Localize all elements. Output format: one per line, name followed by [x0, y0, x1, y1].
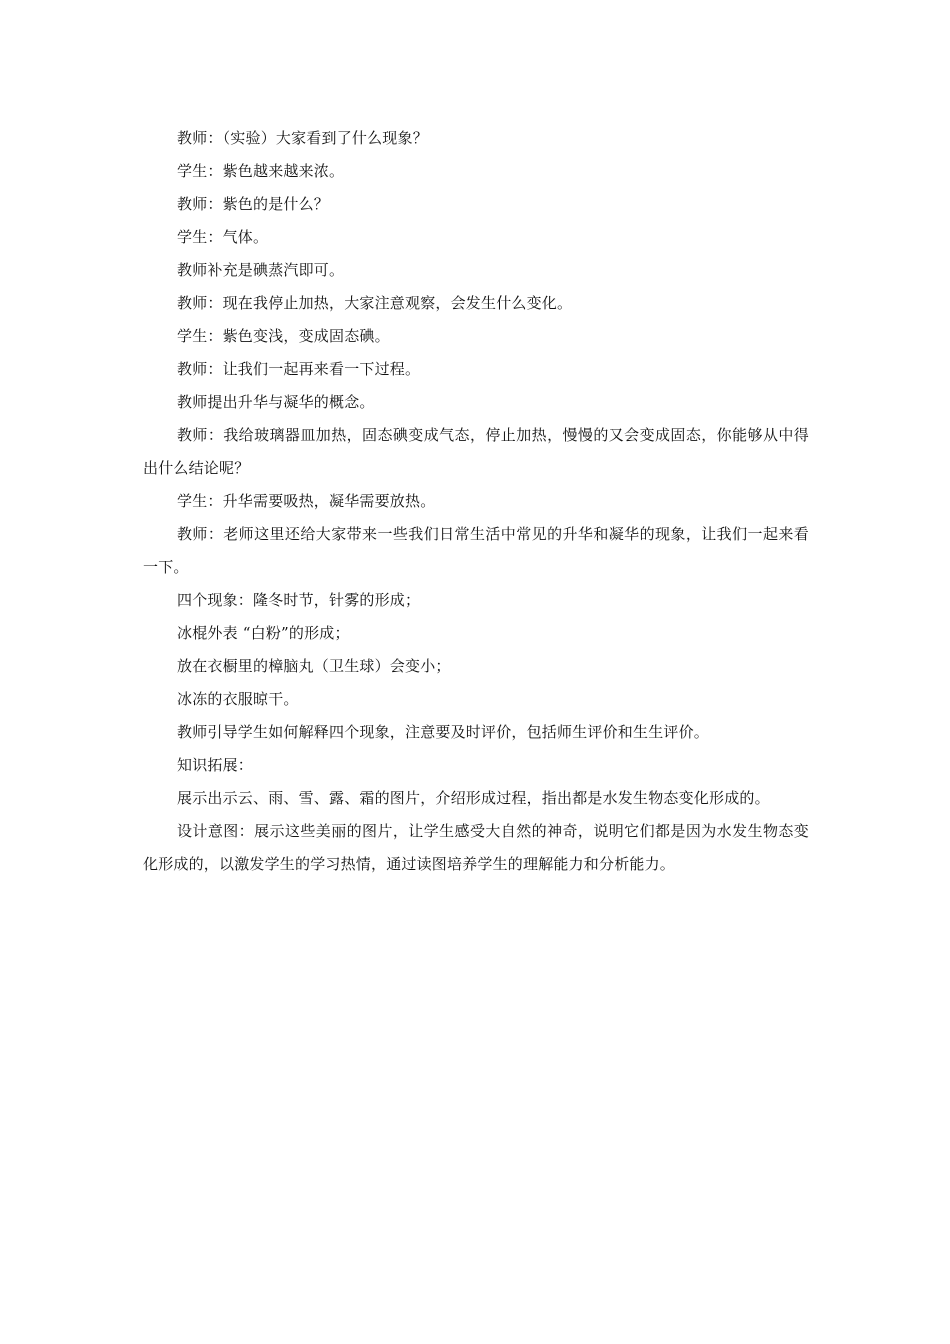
- paragraph: 放在衣橱里的樟脑丸（卫生球）会变小；: [177, 657, 451, 675]
- paragraph: 设计意图：展示这些美丽的图片，让学生感受大自然的神奇，说明它们都是因为水发生物态变化形成的，以激发学生的学习热情，通过读图培养学生的理解能力和分析能力。: [143, 822, 809, 873]
- paragraph: 教师：老师这里还给大家带来一些我们日常生活中常见的升华和凝华的现象，让我们一起来看一下。: [143, 525, 809, 576]
- paragraph: 知识拓展：: [177, 756, 254, 774]
- paragraph: 教师提出升华与凝华的概念。: [177, 393, 375, 411]
- paragraph: 教师：（实验）大家看到了什么现象？: [177, 129, 428, 147]
- paragraph: 教师：紫色的是什么？: [177, 195, 330, 213]
- paragraph: 教师：让我们一起再来看一下过程。: [177, 360, 421, 378]
- paragraph: 展示出示云、雨、雪、露、霜的图片，介绍形成过程，指出都是水发生物态变化形成的。: [177, 789, 770, 807]
- paragraph: 学生：紫色变浅，变成固态碘。: [177, 327, 390, 345]
- paragraph: 学生：气体。: [177, 228, 269, 246]
- paragraph: 冰棍外表 “白粉”的形成；: [177, 624, 350, 642]
- paragraph: 学生：紫色越来越来浓。: [177, 162, 345, 180]
- paragraph: 四个现象：隆冬时节，针雾的形成；: [177, 591, 421, 609]
- paragraph: 教师：我给玻璃器皿加热，固态碘变成气态，停止加热，慢慢的又会变成固态，你能够从中得出什么结论呢？: [143, 426, 809, 477]
- paragraph: 学生：升华需要吸热，凝华需要放热。: [177, 492, 436, 510]
- paragraph: 教师：现在我停止加热，大家注意观察，会发生什么变化。: [177, 294, 573, 312]
- paragraph: 冰冻的衣服晾干。: [177, 690, 299, 708]
- paragraph: 教师引导学生如何解释四个现象，注意要及时评价，包括师生评价和生生评价。: [177, 723, 710, 741]
- document-body: [143, 122, 809, 881]
- paragraph: 教师补充是碘蒸汽即可。: [177, 261, 345, 279]
